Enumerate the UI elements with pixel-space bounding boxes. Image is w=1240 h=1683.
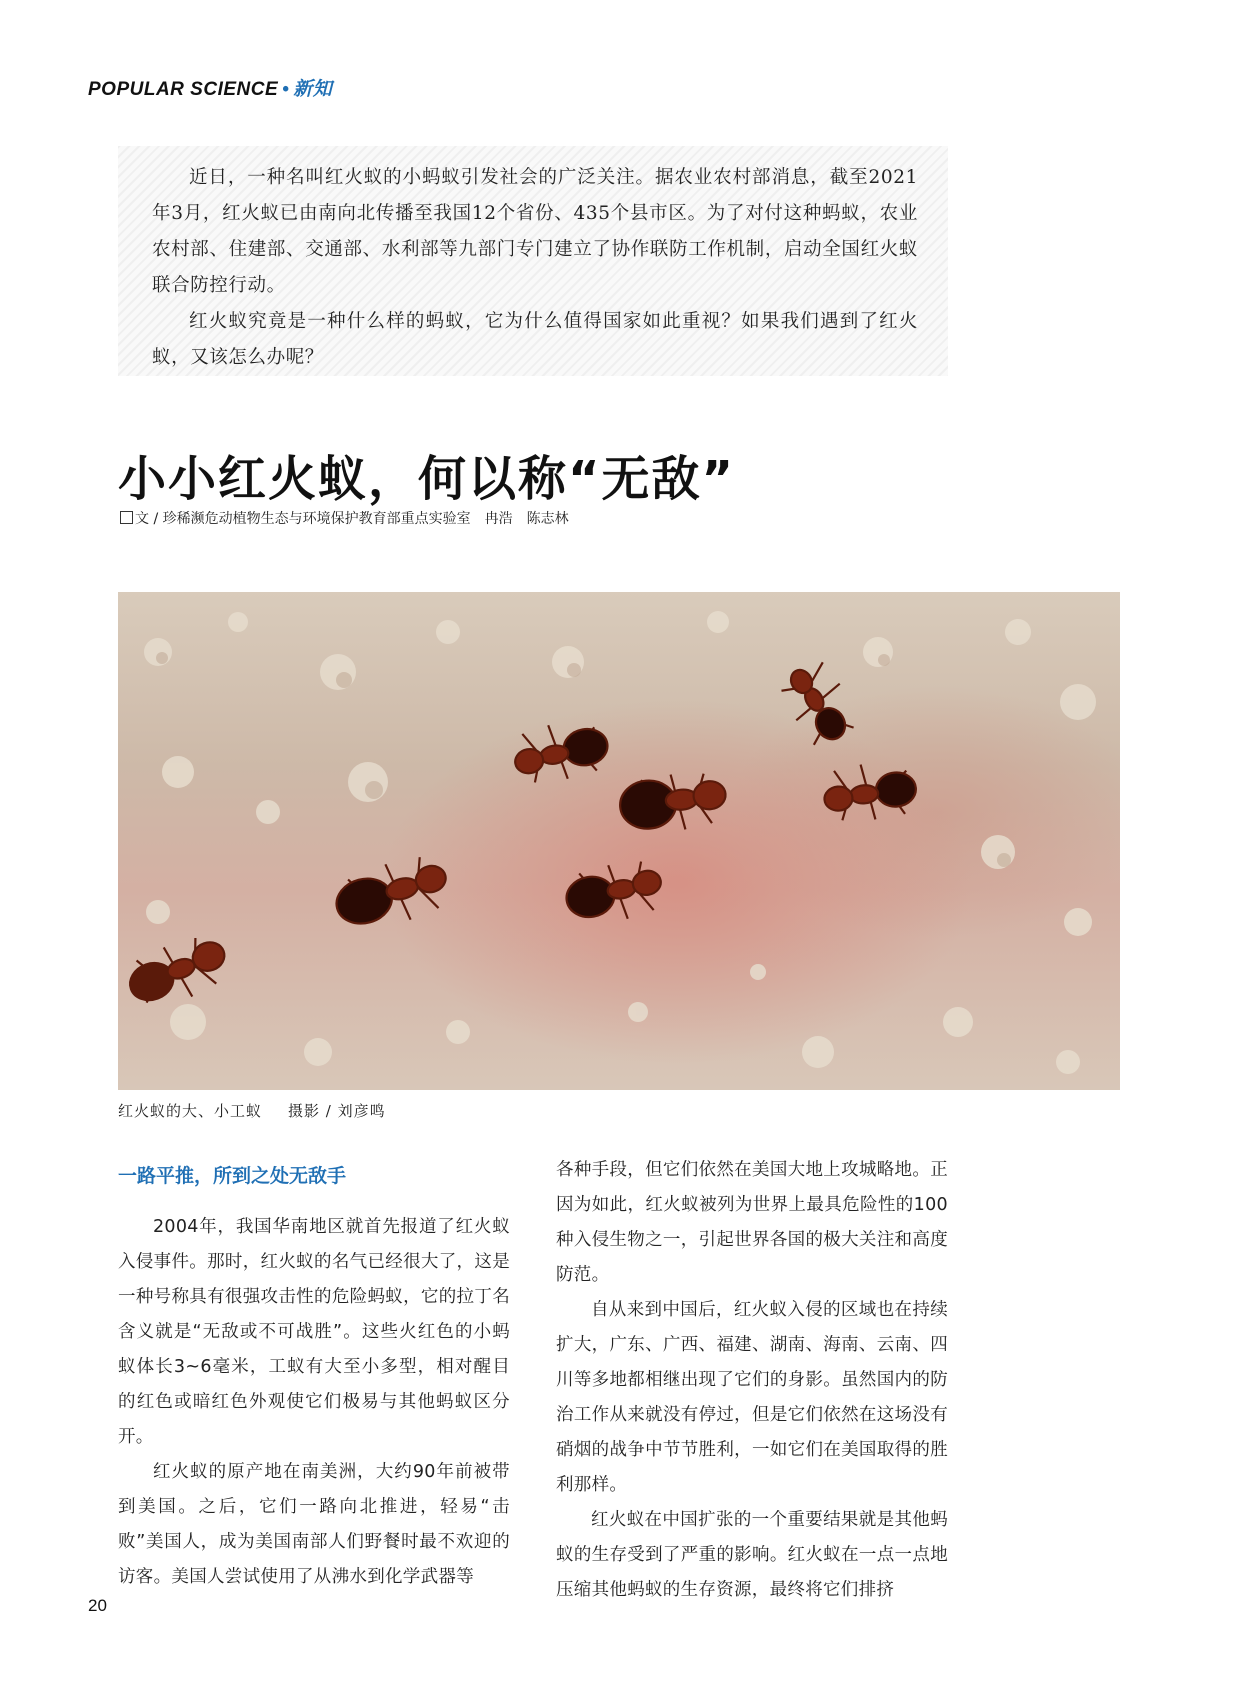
ant-group xyxy=(121,655,918,1015)
magazine-header xyxy=(88,74,332,101)
photo-caption xyxy=(118,1100,386,1121)
ant xyxy=(562,857,666,929)
right-column xyxy=(556,1153,948,1608)
ant-photo xyxy=(118,592,1120,1090)
body-paragraph: 红火蚁在中国扩张的一个重要结果就是其他蚂蚁的生存受到了严重的影响。红火蚁在一点一点地压缩其他蚂蚁的生存资源，最终将它们排挤 xyxy=(556,1510,948,1600)
photo-credit: 摄影 / 刘彦鸣 xyxy=(288,1102,386,1120)
body-paragraph: 红火蚁的原产地在南美洲，大约90年前被带到美国。之后，它们一路向北推进，轻易“击败”美国人，成为美国南部人们野餐时最不欢迎的访客。美国人尝试使用了从沸水到化学武器等 xyxy=(118,1462,510,1587)
ant xyxy=(822,760,919,824)
ant xyxy=(618,770,728,835)
byline-box-icon xyxy=(120,511,133,524)
left-column xyxy=(118,1160,510,1595)
intro-paragraph: 近日，一种名叫红火蚁的小蚂蚁引发社会的广泛关注。据农业农村部消息，截至2021年3月，红火蚁已由南向北传播至我国12个省份、435个县市区。为了对付这种蚂蚁，农业农村部、住建部、交通部、水利部等九部门专门建立了协作联防工作机制，启动全国红火蚁联合防控行动。 xyxy=(152,167,918,296)
body-paragraph: 2004年，我国华南地区就首先报道了红火蚁入侵事件。那时，红火蚁的名气已经很大了，这是一种号称具有很强攻击性的危险蚂蚁，它的拉丁名含义就是“无敌或不可战胜”。这些火红色的小蚂蚁体长3~6毫米，工蚁有大至小多型，相对醒目的红色或暗红色外观使它们极易与其他蚂蚁区分开。 xyxy=(118,1217,510,1447)
caption-text: 红火蚁的大、小工蚁 xyxy=(118,1102,263,1120)
ant xyxy=(329,850,454,937)
section-heading: 一路平推，所到之处无敌手 xyxy=(118,1165,347,1187)
ant xyxy=(775,655,863,751)
header-separator: • xyxy=(282,79,290,100)
ant xyxy=(121,929,234,1016)
body-paragraph: 自从来到中国后，红火蚁入侵的区域也在持续扩大，广东、广西、福建、湖南、海南、云南、四川等多地都相继出现了它们的身影。虽然国内的防治工作从来就没有停过，但是它们依然在这场没有硝烟的战争中节节胜利，一如它们在美国取得的胜利那样。 xyxy=(556,1300,948,1495)
article-title: 小小红火蚁，何以称“无敌” xyxy=(118,451,736,507)
byline xyxy=(120,508,569,528)
intro-paragraph: 红火蚁究竟是一种什么样的蚂蚁，它为什么值得国家如此重视？如果我们遇到了红火蚁，又该怎么办呢？ xyxy=(152,311,918,368)
ant xyxy=(510,716,612,787)
ant-illustration xyxy=(118,592,1120,1090)
page-number: 20 xyxy=(88,1596,107,1615)
byline-text: 文 / 珍稀濒危动植物生态与环境保护教育部重点实验室 冉浩 陈志林 xyxy=(135,511,569,527)
magazine-name: POPULAR SCIENCE xyxy=(88,79,279,100)
gravel-particles xyxy=(144,611,1096,1074)
intro-box xyxy=(118,146,948,376)
body-paragraph-continued: 各种手段，但它们依然在美国大地上攻城略地。正因为如此，红火蚁被列为世界上最具危险性的100种入侵生物之一，引起世界各国的极大关注和高度防范。 xyxy=(556,1160,948,1285)
section-tag: 新知 xyxy=(293,79,333,100)
